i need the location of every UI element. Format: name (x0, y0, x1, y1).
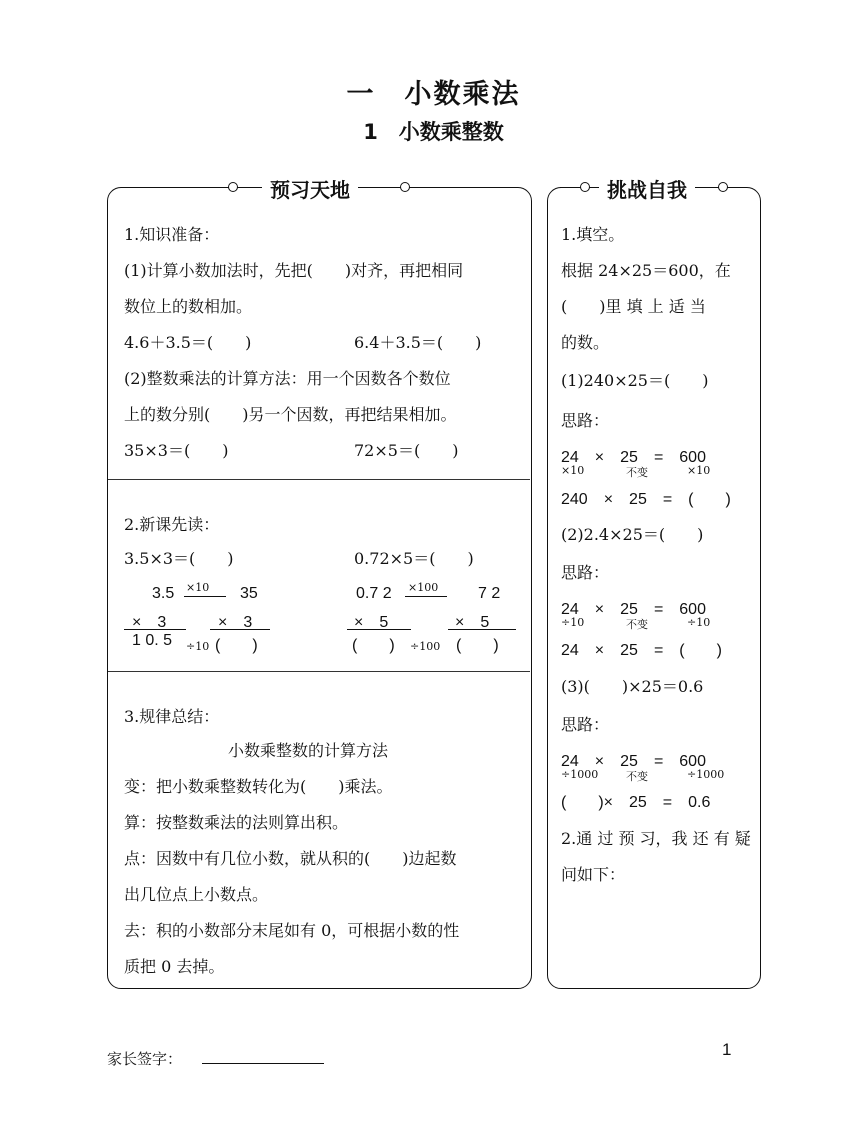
d3-row1: 24 × 25 = 600 (561, 753, 706, 770)
challenge-header: 挑战自我 (599, 174, 695, 203)
r-l2: 根据 24×25＝600，在 (561, 261, 731, 280)
r-think3: 思路： (561, 715, 610, 734)
s1-e2: 6.4＋3.5＝( ) (354, 333, 482, 352)
d2-row1: 24 × 25 = 600 (561, 601, 706, 618)
preview-header: 预习天地 (262, 174, 358, 203)
section-divider (108, 479, 530, 480)
d3-a2: 不变 (626, 770, 648, 783)
r-think1: 思路： (561, 411, 610, 430)
page-title: 一 小数乘法 (346, 79, 521, 110)
calc1-arrow-top: ×10 (186, 581, 210, 594)
calc1-line (124, 629, 186, 630)
lesson-title: 1 小数乘整数 (363, 120, 504, 144)
calc2-line (347, 629, 411, 630)
page-number: 1 (722, 1040, 732, 1059)
d1-a3: ×10 (687, 464, 711, 477)
header-dot (718, 182, 728, 192)
r-l3: ( )里 填 上 适 当 (561, 297, 706, 316)
d2-row2: 24 × 25 = ( ) (561, 642, 722, 659)
s1-q1b: 数位上的数相加。 (124, 297, 253, 316)
parent-sign-label: 家长签字： (107, 1050, 183, 1068)
r-q2: (2)2.4×25＝( ) (561, 525, 704, 544)
r-think2: 思路： (561, 563, 610, 582)
r-l1: 1.填空。 (561, 225, 625, 244)
calc2-mul: × 5 (354, 614, 389, 631)
s3-subtitle: 小数乘整数的计算方法 (228, 741, 389, 760)
s2-e2: 0.72×5＝( ) (354, 549, 474, 568)
r-l4: 的数。 (561, 333, 610, 352)
s3-l1: 变：把小数乘整数转化为( )乘法。 (124, 777, 393, 796)
s3-l3: 点：因数中有几位小数，就从积的( )边起数 (124, 849, 457, 868)
calc1-top2: 35 (240, 585, 258, 602)
d2-a1: ÷10 (561, 616, 585, 629)
calc1-mul2: × 3 (218, 614, 253, 631)
d1-row1: 24 × 25 = 600 (561, 449, 706, 466)
calc1-line2 (210, 629, 270, 630)
s1-title: 1.知识准备： (124, 225, 220, 244)
s2-title: 2.新课先读： (124, 515, 220, 534)
calc2-mul2: × 5 (455, 614, 490, 631)
d2-a2: 不变 (626, 618, 648, 631)
calc2-arrow-bot: ÷100 (410, 640, 441, 653)
section-divider (108, 671, 530, 672)
d1-row2: 240 × 25 = ( ) (561, 491, 731, 508)
s3-l2: 算：按整数乘法的法则算出积。 (124, 813, 349, 832)
header-dot (400, 182, 410, 192)
calc2-res2: ( ) (456, 637, 499, 654)
r-q3: (3)( )×25＝0.6 (561, 677, 704, 696)
s1-q1a: (1)计算小数加法时，先把( )对齐，再把相同 (124, 261, 464, 280)
s2-e1: 3.5×3＝( ) (124, 549, 234, 568)
s1-e3: 35×3＝( ) (124, 441, 229, 460)
calc1-res: 1 0. 5 (132, 632, 173, 649)
s3-l6: 质把 0 去掉。 (124, 957, 225, 976)
calc1-arrow-bot: ÷10 (186, 640, 210, 653)
s3-title: 3.规律总结： (124, 707, 220, 726)
calc2-top2: 7 2 (478, 585, 501, 602)
s1-q2a: (2)整数乘法的计算方法：用一个因数各个数位 (124, 369, 451, 388)
r-p2b: 问如下： (561, 865, 626, 884)
calc1-arrow-line (184, 596, 226, 597)
s3-l4: 出几位点上小数点。 (124, 885, 269, 904)
calc2-top: 0.7 2 (356, 585, 392, 602)
calc1-res2: ( ) (215, 637, 258, 654)
d3-a3: ÷1000 (687, 768, 725, 781)
header-dot (580, 182, 590, 192)
d3-a1: ÷1000 (561, 768, 599, 781)
calc2-arrow-line (405, 596, 447, 597)
r-p2a: 2.通 过 预 习，我 还 有 疑 (561, 829, 751, 848)
s1-e4: 72×5＝( ) (354, 441, 459, 460)
d2-a3: ÷10 (687, 616, 711, 629)
d1-a1: ×10 (561, 464, 585, 477)
calc2-res: ( ) (352, 637, 395, 654)
s1-q2b: 上的数分别( )另一个因数，再把结果相加。 (124, 405, 457, 424)
calc2-arrow-top: ×100 (408, 581, 439, 594)
s1-e1: 4.6＋3.5＝( ) (124, 333, 252, 352)
r-q1: (1)240×25＝( ) (561, 371, 709, 390)
s3-l5: 去：积的小数部分末尾如有 0，可根据小数的性 (124, 921, 460, 940)
calc1-top: 3.5 (152, 585, 175, 602)
d3-row2: ( )× 25 = 0.6 (561, 794, 711, 811)
header-dot (228, 182, 238, 192)
d1-a2: 不变 (626, 466, 648, 479)
calc1-mul: × 3 (132, 614, 167, 631)
parent-sign-line[interactable] (202, 1063, 324, 1064)
calc2-line2 (448, 629, 516, 630)
